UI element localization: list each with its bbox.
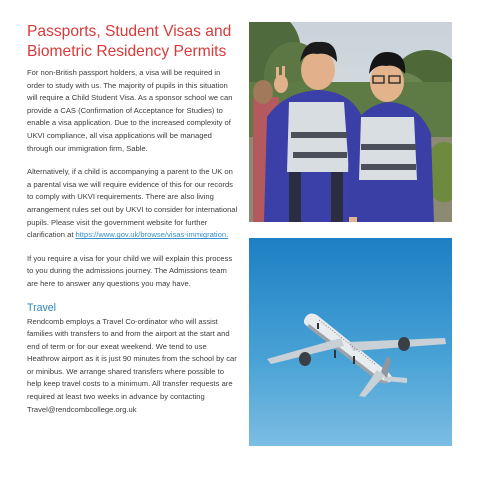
students-photo bbox=[249, 22, 452, 222]
admissions-paragraph: If you require a visa for your child we will explain this process to you during the admissions journey. The Admissions team are here to answer any questions you may have. bbox=[27, 253, 233, 288]
travel-heading: Travel bbox=[27, 301, 57, 314]
section-heading: Passports, Student Visas and Biometric Residency Permits bbox=[27, 23, 232, 60]
airplane-photo bbox=[249, 238, 452, 446]
visa-paragraph: For non-British passport holders, a visa will be required in order to study with us. The majority of pupils in this situation will require a Child Student Visa. As a sponsor school we can provide a CAS (Confirmation of Acceptance for Studies) to enable a visa application. Due to the increased complexity of UKVI compliance, all visa applications will be managed through our immigration firm, Sable. bbox=[27, 68, 233, 153]
text-column bbox=[27, 22, 239, 416]
parental-visa-paragraph bbox=[27, 166, 239, 242]
gov-website-link[interactable]: https://www.gov.uk/browse/visas-immigration. bbox=[75, 230, 229, 240]
travel-paragraph: Rendcomb employs a Travel Co-ordinator who will assist families with transfers to and from the airport at the start and end of term or for our exeat weekend. We tend to use Heathrow airport as it is just 90 minutes from the school by car or minibus. We arrange shared transfers where possible to help keep travel costs to a minimum. All transfer requests are required at least two weeks in advance by contacting Travel@rendcombcollege.org.uk bbox=[27, 316, 237, 414]
parental-visa-text: Alternatively, if a child is accompanying a parent to the UK on a parental visa we will require evidence of this for our records to comply with UKVI requirements. There are also living arrangement rules set out by UKVI to consider for international pupils. Please visit the government website for further clarification at bbox=[27, 167, 238, 240]
